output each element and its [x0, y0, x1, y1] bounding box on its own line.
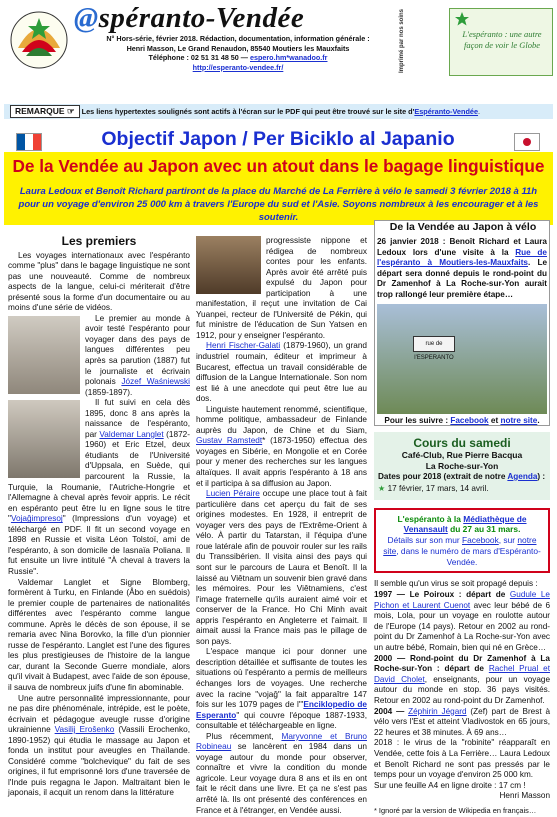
remarque-banner	[4, 104, 553, 119]
news-heading: De la Vendée au Japon à vélo	[389, 221, 537, 233]
link-ramstedt[interactable]: Gustav Ramstedt	[196, 436, 263, 446]
text: * (1873-1950) effectua des voyages en Sibérie, en Mongolie et en Corée pour y mener des recherches sur les langues altaïques. Il avait appris l'espéranto à 18 ans et il participa à sa diffusion au Japon.	[196, 436, 368, 488]
text: , dans le numéro de mars d'Espéranto-Vendée.	[396, 545, 541, 567]
link-facebook[interactable]: Facebook	[450, 416, 489, 425]
cours-box	[374, 432, 550, 500]
remarque-label: REMARQUE ☞	[10, 105, 80, 118]
text: (1872-1960) et Eric Etzel, deux étudiants de l'Université d'Uppsala, en Suède, qui parcourent la Russie, la Turquie, la Roumanie, l'Autriche-Hongrie et l'Allemagne à cheval après fevoir appris. Le récit en espéranto peut être lu en ligne sous le titre "	[8, 429, 191, 524]
link-agenda[interactable]: Agenda	[507, 472, 538, 481]
green-star-icon: ★	[378, 483, 386, 493]
news-text	[377, 237, 547, 300]
email-link[interactable]: espero.hm*wanadoo.fr	[250, 53, 328, 63]
link-notre-site[interactable]: notre site	[383, 535, 537, 556]
text: , enseignants, pour un voyage autour du monde en stop. 36 pays visités. Retour en 2002 au rond-point du Dr Zamenhof.	[374, 674, 551, 706]
text: 17 février, 17 mars, 14 avril.	[387, 483, 489, 493]
link-prual[interactable]: Rachel Prual et David Cholet	[374, 664, 550, 684]
column-right	[374, 220, 550, 817]
mediatheque-box	[374, 508, 550, 574]
paragraph	[374, 654, 550, 707]
link-vojagimpresoj[interactable]: Vojaĝimpresoj	[10, 514, 63, 524]
signature: Henri Masson	[499, 791, 550, 801]
text: Pour les suivre :	[384, 416, 451, 425]
cyclists-photo	[377, 304, 547, 414]
text: , sur	[498, 535, 518, 546]
link-peraire[interactable]: Lucien Péraire	[206, 489, 260, 499]
brand-text: spéranto-Vendée	[98, 2, 305, 34]
history-text	[374, 579, 550, 816]
link-jegard[interactable]: Zéphirin Jégard	[408, 706, 467, 716]
issue-line: N° Hors-série, février 2018. Rédaction, documentation, information générale :	[106, 34, 370, 43]
paragraph	[374, 707, 550, 739]
cours-place: Café-Club, Rue Pierre Bacqua	[401, 450, 523, 460]
text: Linguiste hautement renommé, scientifique, homme politique, ambassadeur de Finlande auprès du Japon, de Chine et du Siam,	[196, 404, 367, 435]
text: se lancèrent en 1984 dans un voyage autour du monde pour observer, connaître et vivre la condition du monde agricole. Leur voyage dura 8 ans et ils en ont fait le récit dans une livre. Et ça ne s'est pas arrêté là. Ils ont présenté des conférences en France et à l'étranger, en Vendée aussi.	[196, 742, 367, 815]
text: " (Impressions d'un voyage) et téléchargé en PDF. Il fit un second voyage en 1898 en Russie et visita Léon Tolstoï, ami de l'espéranto, à son domicile de Iasnaïa Poliana. Il fut ensuite un livre intitulé "À cheval à travers la Russie".	[8, 514, 190, 576]
intro-text: Laura Ledoux et Benoît Richard partiront de la place du Marché de La Ferrière à vélo le samedi 3 février 2018 à 11h pour un voyage d'environ 25 000 km à travers l'Europe du sud et l'Asie. Soyons nombreux à les encourager et à les soutenir.	[18, 186, 539, 223]
paragraph: Il semble qu'un virus se soit propagé depuis :	[374, 579, 538, 589]
cours-title: Cours du samedi	[413, 436, 511, 450]
remarque-text: Les liens hypertextes soulignés sont actifs à l'écran sur le PDF qui peut être trouvé sur le site d'	[81, 107, 415, 116]
follow-line	[375, 416, 549, 425]
paragraph: Sur une feuille A4 en ligne droite : 17 cm !	[374, 780, 526, 790]
portrait-photo-langlet	[8, 400, 80, 478]
link-enciklopedio[interactable]: Enciklopedio de Esperanto	[196, 700, 367, 720]
paragraph: 2018 : le virus de la "robinite" réapparaît en Vendée, cette fois à La Ferrière… Laura Ledoux et Benoît Richard ne sont pas pressés par le temps pour un voyage d'environ 25 000 km.	[374, 738, 550, 780]
cours-city: La Roche-sur-Yon	[425, 461, 499, 471]
text: Le premier au monde à avoir testé l'espéranto pour voyager dans des pays de langues différentes peu après sa parution (1887) fut le journaliste et écrivain polonais	[85, 313, 190, 387]
link-facebook[interactable]: Facebook	[461, 535, 499, 546]
text: L'espace manque ici pour donner une description détaillée et suffisante de toutes les situations où l'espéranto a permis de meilleurs échanges lors de voyages. Une recherche avec la racine "vojaĝ" la fait apparaître 147 fois sur les 1079 pages de l'"	[196, 647, 367, 710]
text: ) :	[537, 472, 546, 481]
text: 1997 — Le Poiroux : départ de	[374, 590, 510, 600]
text: Détails sur son mur	[387, 535, 462, 546]
text: avec leur bébé de 6 mois, Lola, pour un voyage en roulotte autour de l'Europe (14 pays). Retour en 2002 au rond-point du Dr Zamenhof à La Roche-sur-Yon avec un autre bébé, Romain, bien qui né en Grèce…	[374, 600, 550, 653]
text: . Le départ sera donné depuis le rond-point du Dr Zamenhof à La Roche-sur-Yon aurait trop rallongé leur première étape…	[377, 258, 547, 299]
paragraph: Les voyages internationaux avec l'espéranto comme "plus" dans le bagage linguistique ne sont pas une nouveauté. Comme de nombreux aspects de la langue, celui-ci mériterait d'être présenté sous la forme d'un documentaire ou au moins d'une série de vidéos.	[8, 250, 190, 313]
remarque-end: .	[478, 107, 481, 116]
website-link[interactable]: http://esperanto-vendee.fr/	[192, 62, 284, 72]
media-details	[382, 535, 542, 567]
text: " qui couvre l'époque 1887-1933, consultable et téléchargeable en ligne.	[196, 710, 367, 731]
paragraph	[196, 405, 367, 489]
japan-flag-icon	[514, 133, 540, 151]
media-line	[382, 514, 542, 536]
green-star-icon	[454, 11, 470, 27]
text: (Vassili Erochenko, 1890-1952) qui étudia le massage au Japon et fonda un institut pour aveugles en Thaïlande. Considéré comme "bolchevique" du fait de ses origines, il fut emprisonné lors d'une traversée de l'Inde puis regagna le Japon. Maltraitant bien le japonais, il acquit un renom dans la littérature	[8, 725, 190, 798]
paragraph	[196, 647, 367, 731]
issue-info	[80, 34, 396, 72]
cours-next	[378, 483, 546, 494]
link-erosenko[interactable]: Vasilij Eroŝenko	[54, 725, 115, 735]
news-box	[374, 220, 550, 426]
link-langlet[interactable]: Valdemar Langlet	[99, 429, 164, 439]
portrait-photo-erosenko	[196, 236, 261, 294]
french-flag-icon	[16, 133, 42, 151]
column-les-premiers	[8, 236, 190, 799]
paragraph	[196, 732, 367, 816]
link-mediatheque[interactable]: Médiathèque de Venansault	[403, 513, 527, 535]
text: Dates pour 2018 (extrait de notre	[378, 472, 508, 481]
link-robineau[interactable]: Maryvonne et Bruno Robineau	[196, 731, 368, 752]
link-rue-esperanto[interactable]: Rue de l'espéranto à Moutiers-les-Mauxfaits	[377, 247, 547, 267]
phone-line: Téléphone : 02 51 31 48 50 —	[148, 53, 250, 63]
section-heading: Les premiers	[61, 234, 137, 248]
link-wasniewski[interactable]: Józef Waśniewski	[121, 377, 190, 387]
paragraph: progressiste nippone et rédigea de nombreux contes pour les enfants. Après avoir été arrêté puis expulsé du Japon pour participation à une manifestation, il reçut une invitation de Cai Yuanpei, recteur de l'Université de Pékin, qui fut ministre de l'éducation de Sun Yatsen en 1912, pour y enseigner l'espéranto.	[196, 236, 367, 340]
paragraph	[8, 694, 190, 799]
text: Une autre personnalité impressionnante, pour ne pas dire phénoménale, intrépide, est le poète, écrivain et pédagogue aveugle russe d'origine ukrainienne	[8, 693, 190, 735]
slogan-box	[449, 8, 553, 76]
text: occupe une place tout à fait particulière dans cet aperçu du fait de ses origines modestes. En 1928, il entreprit de voyager vers des pays de l'Extrême-Orient à vélo. À partir du Tatarstan, il l'équipa d'une roue latérale afin de pouvoir rouler sur les rails du Transsibérien. Il visita ainsi des pays qui sont sur le parcours de Laura et Benoît. Il la laissé au Viêtnam un souvenir bien gravé dans les mémoires. Pour les Viêtnamiens, c'est l'image fraternelle qu'ils auraient aimé voir et conserver de la France. Ho Chi Minh avait appris l'espéranto en Angleterre et l'aimait. Il aimait aussi la France mais pas le pillage de son pays.	[196, 489, 367, 646]
remarque-link[interactable]: Espéranto-Vendée	[414, 107, 479, 116]
paragraph: Valdemar Langlet et Signe Blomberg, formèrent à Turku, en Finlande (Åbo en suédois) le premier couple de partenaires de nationalités différentes avec l'espéranto comme langue commune. Après le décès de son épouse, il se remaria avec Nina Borovko, la fille d'un pionnier russe de l'espéranto. Langlet est l'une des figures les plus prestigieuses de l'histoire de la langue car, durant la Seconde Guerre mondiale, alors qu'il vivait à Budapest, avec l'aide de son épouse, il sauva de nombreux juifs d'une fin abominable.	[8, 577, 190, 692]
text: L'espéranto à la	[397, 513, 464, 524]
cours-dates	[378, 472, 546, 483]
link-le-pichon[interactable]: Gudule Le Pichon et Laurent Cuenot	[374, 590, 550, 610]
text: .	[537, 416, 540, 425]
text: 26 janvier 2018 : Benoît Richard et Laura Ledoux lors d'une visite à la	[377, 237, 547, 257]
text: Il fut suivi en cela dès 1895, donc 8 ans après la naissance de l'espéranto, par	[85, 398, 190, 439]
text: 2000 — Rond-point du Dr Zamenhof à La Roche-sur-Yon : départ de	[374, 653, 550, 674]
esperanto-vendee-logo	[6, 4, 72, 74]
text: Plus récemment,	[206, 731, 282, 741]
vertical-text: Imprimé par nos soins	[399, 8, 405, 74]
text: (1879-1960), un grand industriel roumain, éditeur et imprimeur à Bucarest, effectua un travail considérable de diffusion de la Langue Internationale. Son nom est lié à une anecdote qui peut être lue au dos.	[196, 341, 367, 404]
column-middle	[196, 236, 367, 816]
slogan-text: L'espéranto : une autre façon de voir le Globe	[462, 29, 542, 50]
footnote: * Ignoré par la version de Wikipedia en français…	[374, 805, 537, 815]
street-sign: rue de l'ESPERANTO	[413, 336, 455, 352]
link-fischer-galati[interactable]: Henri Fischer-Galati	[206, 341, 281, 351]
main-title: Objectif Japon / Per Biciklo al Japanio	[101, 128, 455, 150]
text: (Zef) part de Brest à vélo vers l'Est et atteint Vladivostok en 65 jours, 22 heures et 38 minutes. À 69 ans…	[374, 706, 550, 737]
text: et	[488, 416, 501, 425]
paragraph	[196, 489, 367, 647]
link-notre-site[interactable]: notre site	[500, 416, 538, 425]
paragraph	[374, 590, 550, 654]
subtitle: De la Vendée au Japon avec un atout dans le bagage linguistique	[12, 156, 545, 176]
text: 2004 —	[374, 706, 409, 716]
brand-title: @spéranto-Vendée	[74, 2, 305, 34]
paragraph	[196, 341, 367, 404]
text: (1859-1897).	[85, 387, 133, 397]
vertical-note	[396, 8, 408, 74]
address-line: Henri Masson, Le Grand Renaudon, 85540 Moutiers les Mauxfaits	[126, 43, 350, 53]
text: du 27 au 31 mars.	[447, 524, 521, 535]
portrait-photo-wasniewski	[8, 316, 80, 394]
